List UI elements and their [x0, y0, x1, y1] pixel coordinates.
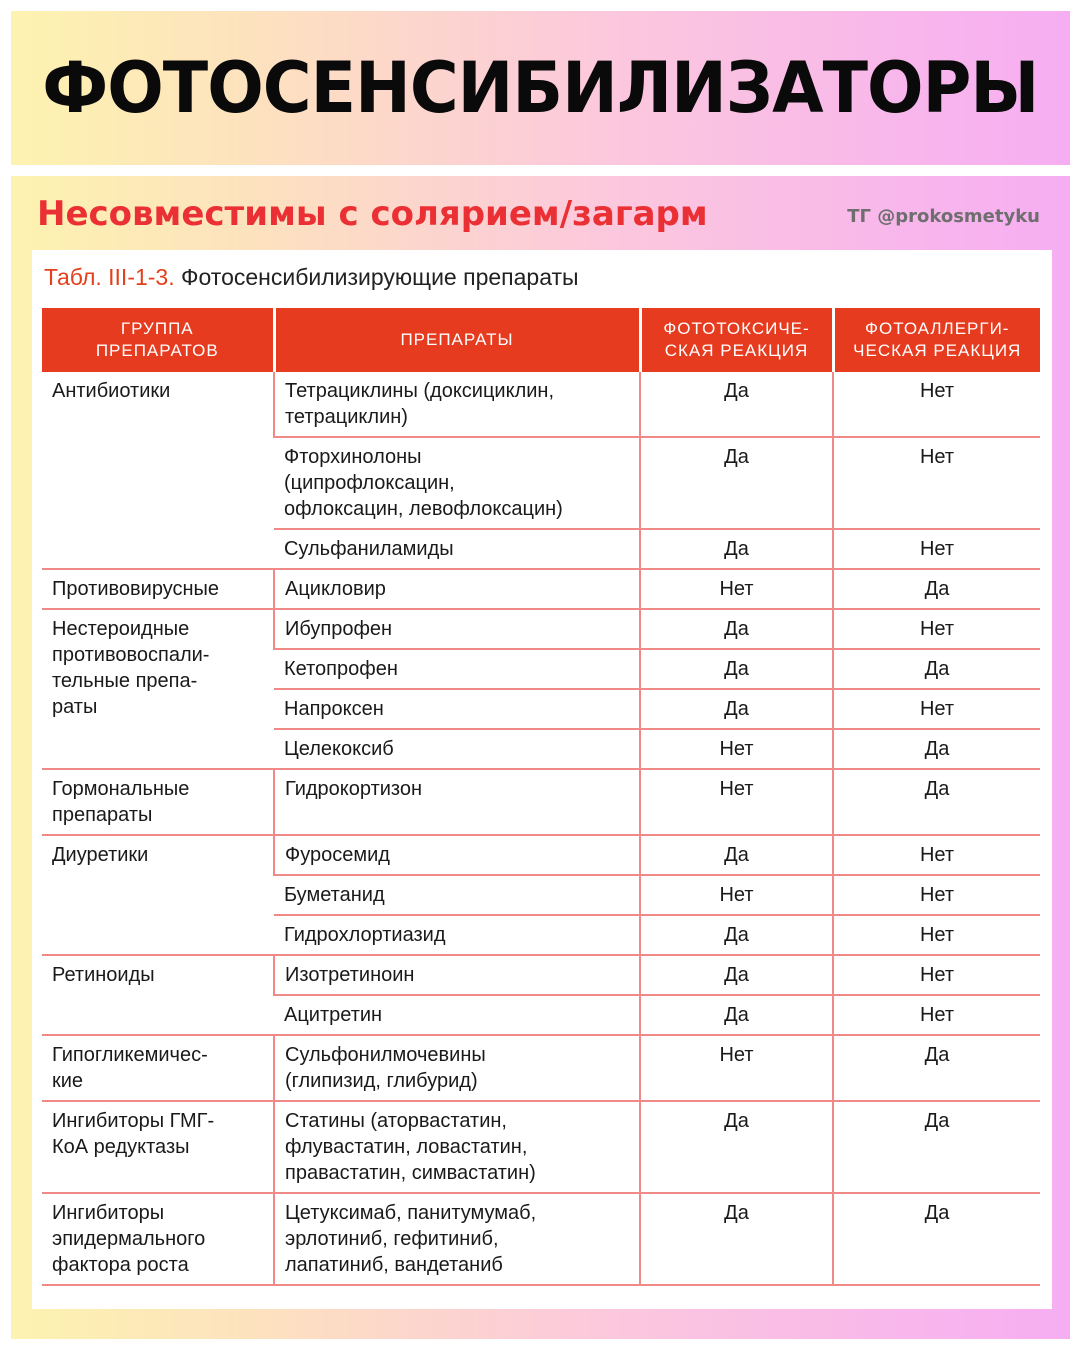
- table-row: [42, 372, 1040, 437]
- table-header-row: [42, 308, 1040, 372]
- phototoxic-cell: Нет: [640, 875, 833, 915]
- drug-cell: Тетрациклины (доксициклин, тетрациклин): [274, 372, 640, 437]
- drug-cell: Изотретиноин: [274, 955, 640, 995]
- photoallergic-cell: Нет: [833, 875, 1040, 915]
- drug-cell: Целекоксиб: [274, 729, 640, 769]
- table-row: [42, 569, 1040, 609]
- drug-group-cell: Нестероидные противовоспали- тельные препа- раты: [42, 609, 274, 769]
- photoallergic-cell: Нет: [833, 689, 1040, 729]
- phototoxic-cell: Да: [640, 835, 833, 875]
- phototoxic-cell: Да: [640, 1193, 833, 1285]
- photoallergic-cell: Да: [833, 1101, 1040, 1193]
- drug-group-cell: Диуретики: [42, 835, 274, 955]
- table-row: [42, 955, 1040, 995]
- header-photoallergic: ФОТОАЛЛЕРГИ- ЧЕСКАЯ РЕАКЦИЯ: [833, 308, 1040, 372]
- page-title: ФОТОСЕНСИБИЛИЗАТОРЫ: [42, 47, 1039, 129]
- phototoxic-cell: Да: [640, 529, 833, 569]
- phototoxic-cell: Да: [640, 649, 833, 689]
- photoallergic-cell: Нет: [833, 609, 1040, 649]
- photoallergic-cell: Да: [833, 729, 1040, 769]
- table-row: [42, 1193, 1040, 1285]
- drug-group-cell: Антибиотики: [42, 372, 274, 569]
- photoallergic-cell: Да: [833, 1035, 1040, 1101]
- table-row: [42, 835, 1040, 875]
- telegram-handle: ТГ @prokosmetyku: [847, 206, 1040, 227]
- title-banner: [11, 11, 1070, 165]
- table-caption-text: Фотосенсибилизирующие препараты: [181, 264, 579, 290]
- table-number: Табл. III-1-3.: [44, 264, 175, 290]
- drug-group-cell: Ингибиторы ГМГ- КоА редуктазы: [42, 1101, 274, 1193]
- phototoxic-cell: Нет: [640, 1035, 833, 1101]
- phototoxic-cell: Да: [640, 689, 833, 729]
- phototoxic-cell: Да: [640, 995, 833, 1035]
- photoallergic-cell: Да: [833, 569, 1040, 609]
- table-sheet: [32, 250, 1052, 1309]
- drug-cell: Сульфаниламиды: [274, 529, 640, 569]
- drug-cell: Буметанид: [274, 875, 640, 915]
- phototoxic-cell: Нет: [640, 729, 833, 769]
- drug-group-cell: Гипогликемичес- кие: [42, 1035, 274, 1101]
- table-caption: [44, 264, 579, 291]
- phototoxic-cell: Нет: [640, 769, 833, 835]
- phototoxic-cell: Да: [640, 437, 833, 529]
- header-group: ГРУППА ПРЕПАРАТОВ: [42, 308, 274, 372]
- photosensitizer-table: [42, 308, 1040, 1286]
- drug-group-cell: Ретиноиды: [42, 955, 274, 1035]
- header-drugs: ПРЕПАРАТЫ: [274, 308, 640, 372]
- table-row: [42, 1035, 1040, 1101]
- drug-group-cell: Гормональные препараты: [42, 769, 274, 835]
- photoallergic-cell: Нет: [833, 915, 1040, 955]
- drug-cell: Фторхинолоны (ципрофлоксацин, офлоксацин, левофлоксацин): [274, 437, 640, 529]
- photoallergic-cell: Нет: [833, 529, 1040, 569]
- photoallergic-cell: Нет: [833, 995, 1040, 1035]
- header-phototoxic: ФОТОТОКСИЧЕ- СКАЯ РЕАКЦИЯ: [640, 308, 833, 372]
- photoallergic-cell: Нет: [833, 835, 1040, 875]
- drug-cell: Кетопрофен: [274, 649, 640, 689]
- drug-cell: Статины (аторвастатин, флувастатин, ловастатин, правастатин, симвастатин): [274, 1101, 640, 1193]
- phototoxic-cell: Да: [640, 372, 833, 437]
- table-row: [42, 609, 1040, 649]
- drug-cell: Ацитретин: [274, 995, 640, 1035]
- drug-group-cell: Ингибиторы эпидермального фактора роста: [42, 1193, 274, 1285]
- drug-cell: Напроксен: [274, 689, 640, 729]
- phototoxic-cell: Да: [640, 609, 833, 649]
- subtitle: Несовместимы с солярием/загарм: [37, 194, 708, 234]
- drug-cell: Ибупрофен: [274, 609, 640, 649]
- table-body: [42, 372, 1040, 1285]
- photoallergic-cell: Да: [833, 1193, 1040, 1285]
- table-row: [42, 1101, 1040, 1193]
- phototoxic-cell: Да: [640, 955, 833, 995]
- phototoxic-cell: Нет: [640, 569, 833, 609]
- photoallergic-cell: Да: [833, 769, 1040, 835]
- drug-group-cell: Противовирусные: [42, 569, 274, 609]
- drug-cell: Фуросемид: [274, 835, 640, 875]
- photoallergic-cell: Нет: [833, 372, 1040, 437]
- phototoxic-cell: Да: [640, 915, 833, 955]
- photoallergic-cell: Да: [833, 649, 1040, 689]
- drug-cell: Гидрохлортиазид: [274, 915, 640, 955]
- photoallergic-cell: Нет: [833, 437, 1040, 529]
- drug-cell: Цетуксимаб, панитумумаб, эрлотиниб, гефитиниб, лапатиниб, вандетаниб: [274, 1193, 640, 1285]
- drug-cell: Ацикловир: [274, 569, 640, 609]
- content-panel: [11, 176, 1070, 1339]
- drug-cell: Сульфонилмочевины (глипизид, глибурид): [274, 1035, 640, 1101]
- phototoxic-cell: Да: [640, 1101, 833, 1193]
- photoallergic-cell: Нет: [833, 955, 1040, 995]
- drug-cell: Гидрокортизон: [274, 769, 640, 835]
- table-row: [42, 769, 1040, 835]
